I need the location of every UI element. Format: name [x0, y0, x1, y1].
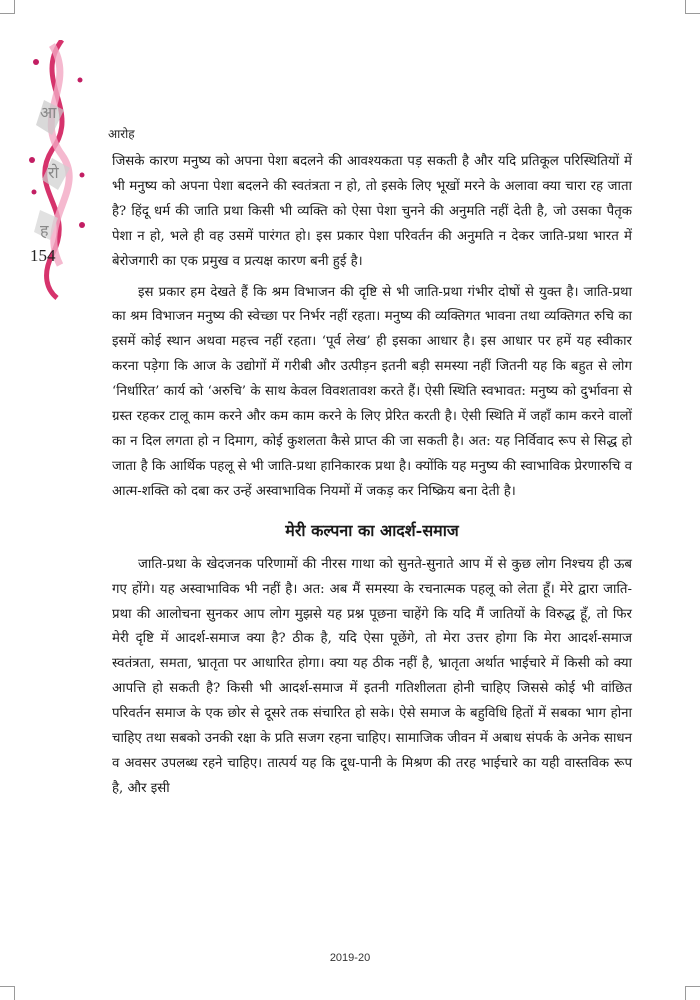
- section-paragraph: जाति-प्रथा के खेदजनक परिणामों की नीरस गाथा को सुनते-सुनाते आप में से कुछ लोग निश्चय ही ऊब गए होंगे। यह अस्वाभाविक भी नहीं है। अत: अब मैं समस्या के रचनात्मक पहलू को लेता हूँ। मेरे द्वारा जाति-प्रथा की आलोचना सुनकर आप लोग मुझसे यह प्रश्न पूछना चाहेंगे कि यदि मैं जातियों के विरुद्ध हूँ, तो फिर मेरी दृष्टि में आदर्श-समाज क्या है? ठीक है, यदि ऐसा पूछेंगे, तो मेरा उत्तर होगा कि मेरा आदर्श-समाज स्वतंत्रता, समता, भ्रातृता पर आधारित होगा। क्या यह ठीक नहीं है, भ्रातृता अर्थात भाईचारे में किसी को क्या आपत्ति हो सकती है? किसी भी आदर्श-समाज में इतनी गतिशीलता होनी चाहिए जिससे कोई भी वांछित परिवर्तन समाज के एक छोर से दूसरे तक संचारित हो सके। ऐसे समाज के बहुविधि हितों में सबका भाग होना चाहिए तथा सबको उनकी रक्षा के प्रति सजग रहना चाहिए। सामाजिक जीवन में अबाध संपर्क के अनेक साधन व अवसर उपलब्ध रहने चाहिए। तात्पर्य यह कि दूध-पानी के मिश्रण की तरह भाईचारे का यही वास्तविक रूप है, और इसी: [112, 556, 632, 796]
- side-letter-aa: आ: [40, 103, 57, 122]
- page-number: 154: [30, 246, 56, 265]
- crop-mark-top-right-h: [686, 13, 700, 14]
- section-title: मेरी कल्पना का आदर्श-समाज: [285, 520, 459, 540]
- crop-mark-bottom-right-v: [685, 986, 686, 1000]
- crop-mark-bottom-left-v: [14, 986, 15, 1000]
- crop-mark-bottom-left-h: [0, 986, 14, 987]
- crop-mark-top-right-v: [685, 0, 686, 14]
- running-head: आरोह: [108, 127, 135, 141]
- side-letter-ha: ह: [40, 221, 49, 240]
- paragraph-2: इस प्रकार हम देखते हैं कि श्रम विभाजन की दृष्टि से भी जाति-प्रथा गंभीर दोषों से युक्त है। जाति-प्रथा का श्रम विभाजन मनुष्य की स्वेच्छा पर निर्भर नहीं रहता। मनुष्य की व्यक्तिगत भावना तथा व्यक्तिगत रुचि का इसमें कोई स्थान अथवा महत्त्व नहीं रहता। ‘पूर्व लेख’ ही इसका आधार है। इस आधार पर हमें यह स्वीकार करना पड़ेगा कि आज के उद्योगों में गरीबी और उत्पीड़न इतनी बड़ी समस्या नहीं जितनी यह कि बहुत से लोग ‘निर्धारित’ कार्य को ‘अरुचि’ के साथ केवल विवशतावश करते हैं। ऐसी स्थिति स्वभावत: मनुष्य को दुर्भावना से ग्रस्त रहकर टालू काम करने और कम काम करने के लिए प्रेरित करती है। ऐसी स्थिति में जहाँ काम करने वालों का न दिल लगता हो न दिमाग, कोई कुशलता कैसे प्राप्त की जा सकती है। अत: यह निर्विवाद रूप से सिद्ध हो जाता है कि आर्थिक पहलू से भी जाति-प्रथा हानिकारक प्रथा है। क्योंकि यह मनुष्य की स्वाभाविक प्रेरणारुचि व आत्म-शक्ति को दबा कर उन्हें अस्वाभाविक नियमों में जकड़ कर निष्क्रिय बना देती है।: [112, 284, 632, 499]
- side-letter-ro: रो: [48, 163, 59, 182]
- crop-mark-bottom-right-h: [686, 986, 700, 987]
- crop-mark-top-left-v: [14, 0, 15, 14]
- paragraph-1: जिसके कारण मनुष्य को अपना पेशा बदलने की आवश्यकता पड़ सकती है और यदि प्रतिकूल परिस्थितियों में भी मनुष्य को अपना पेशा बदलने की स्वतंत्रता न हो, तो इसके लिए भूखों मरने के अलावा क्या चारा रह जाता है? हिंदू धर्म की जाति प्रथा किसी भी व्यक्ति को ऐसा पेशा चुनने की अनुमति नहीं देती है, जो उसका पैतृक पेशा न हो, भले ही वह उसमें पारंगत हो। इस प्रकार पेशा परिवर्तन की अनुमति न देकर जाति-प्रथा भारत में बेरोजगारी का एक प्रमुख व प्रत्यक्ष कारण बनी हुई है।: [112, 154, 632, 269]
- footer-year: 2019-20: [329, 952, 371, 964]
- page-body: [112, 150, 632, 802]
- crop-mark-top-left-h: [0, 13, 14, 14]
